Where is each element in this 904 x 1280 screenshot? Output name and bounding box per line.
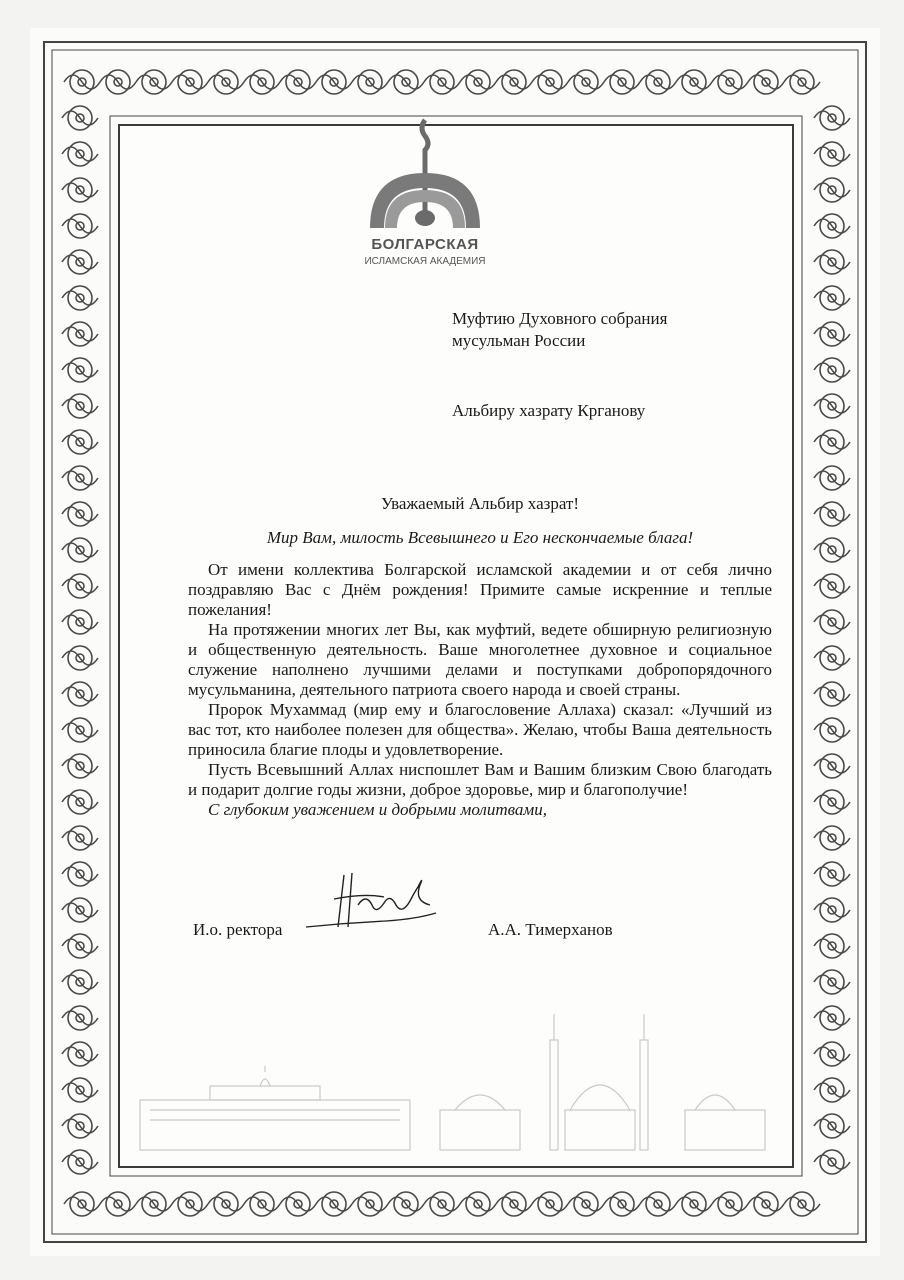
academy-logo-icon (340, 110, 510, 235)
greeting: Мир Вам, милость Всевышнего и Его нескончаемые блага! (266, 528, 694, 547)
paragraph-3: Пророк Мухаммад (мир ему и благословение Аллаха) сказал: «Лучший из вас тот, кто наиболее полезен для общества». Желаю, чтобы Ваша деятельность приносила благие плоды и удовлетворение. (188, 700, 772, 759)
paragraph-4: Пусть Всевышний Аллах ниспошлет Вам и Вашим близким Свою благодать и подарит долгие годы жизни, доброе здоровье, мир и благополучие! (188, 760, 772, 799)
academy-logo (340, 110, 510, 290)
closing: С глубоким уважением и добрыми молитвами, (208, 800, 547, 819)
mosque-skyline-icon (110, 1000, 800, 1160)
signature-icon (296, 865, 456, 945)
recipient-name: Альбиру хазрату Крганову (452, 401, 646, 420)
logo-subtitle: ИСЛАМСКАЯ АКАДЕМИЯ (364, 256, 486, 267)
recipient-line-1: Муфтию Духовного собрания (452, 309, 668, 328)
logo-title: БОЛГАРСКАЯ (371, 236, 479, 253)
recipient-line-2: мусульман России (452, 331, 586, 350)
letter-body (188, 560, 772, 820)
signatory-name: А.А. Тимерханов (488, 920, 613, 939)
signatory-position: И.о. ректора (193, 920, 283, 939)
paragraph-2: На протяжении многих лет Вы, как муфтий, ведете обширную религиозную и общественную деятельность. Ваше многолетнее духовное и социальное служение наполнено лучшими делами и поступками добропорядочного мусульманина, деятельного патриота своего народа и своей страны. (188, 620, 772, 699)
paragraph-1: От имени коллектива Болгарской исламской академии и от себя лично поздравляю Вас с Днём рождения! Примите самые искренние и теплые пожелания! (188, 560, 772, 619)
salutation: Уважаемый Альбир хазрат! (380, 494, 580, 513)
